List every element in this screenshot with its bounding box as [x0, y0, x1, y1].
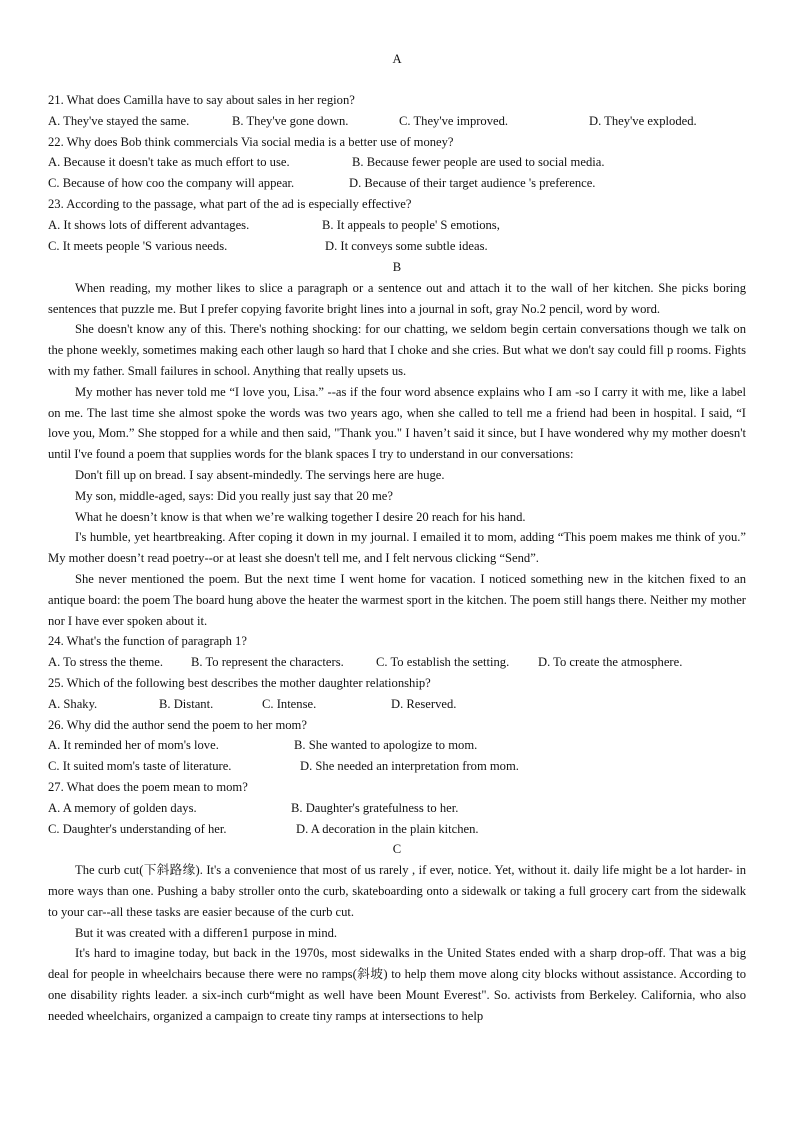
question-27-stem: 27. What does the poem mean to mom? [48, 779, 248, 794]
question-21-options [48, 111, 746, 132]
option-c: C. They've improved. [399, 113, 509, 128]
question-24-options [48, 652, 746, 673]
option-a: A. They've stayed the same. [48, 113, 190, 128]
passage-b-paragraph-5: She never mentioned the poem. But the next time I went home for vacation. I noticed something new in the kitchen fixed to an antique board: the poem The board hung above the heater the warmest sport in the kitchen. The poem still hangs there. Neither my mother nor I have ever spoken about it. [48, 571, 746, 628]
section-b-heading: B [392, 260, 402, 274]
question-22-options-row2 [48, 173, 746, 194]
option-d: D. She needed an interpretation from mom. [300, 759, 519, 774]
question-24-stem: 24. What's the function of paragraph 1? [48, 634, 247, 649]
passage-b-paragraph-3: My mother has never told me “I love you, Lisa.” --as if the four word absence explains who I am -so I carry it with me, like a label on me. The last time she almost spoke the words was two years ago, when she called to tell me a friend had been in hospital. I said, “I love you, Mom.” She stopped for a while and then said, "Thank you." I haven’t said it since, but I have wondered why my mother doesn't until I've found a poem that supplies words for the blank spaces I try to understand in our conversations: [48, 384, 746, 462]
option-b: B. She wanted to apologize to mom. [294, 738, 478, 753]
option-b: B. Because fewer people are used to social media. [352, 155, 605, 170]
option-c: C. Intense. [262, 696, 317, 711]
question-22-options-row1 [48, 152, 746, 173]
option-a: A. Shaky. [48, 696, 98, 711]
option-a: A. To stress the theme. [48, 655, 164, 670]
question-27-options-row2 [48, 819, 746, 840]
option-d: D. Reserved. [391, 696, 457, 711]
section-a-questions [48, 90, 746, 256]
passage-c-paragraph-2: But it was created with a differen1 purpose in mind. [75, 925, 338, 940]
option-a: A. Because it doesn't take as much effort to use. [48, 155, 290, 170]
option-c: C. It suited mom's taste of literature. [48, 759, 232, 774]
question-22-stem: 22. Why does Bob think commercials Via social media is a better use of money? [48, 134, 454, 149]
option-d: D. A decoration in the plain kitchen. [296, 821, 479, 836]
section-a-heading: A [392, 52, 402, 66]
option-b: B. Daughter's gratefulness to her. [291, 800, 459, 815]
passage-c-paragraph-3: It's hard to imagine today, but back in the 1970s, most sidewalks in the United States ended with a sharp drop-off. That was a big deal for people in wheelchairs because there were no ramps(斜坡) to help them move along city blocks without assistance. According to one disability rights leader. a six-inch curb“might as well have been Mount Everest". So. activists from Berkeley. California, who also needed wheelchairs, organized a campaign to create tiny ramps at intersections to help [48, 946, 746, 1023]
question-25-stem: 25. Which of the following best describes the mother daughter relationship? [48, 675, 431, 690]
option-c: C. Because of how coo the company will appear. [48, 176, 295, 191]
section-c-heading: C [392, 842, 402, 857]
option-a: A. It reminded her of mom's love. [48, 738, 219, 753]
question-26-options-row2 [48, 756, 746, 777]
option-d: D. To create the atmosphere. [538, 655, 683, 670]
option-c: C. Daughter's understanding of her. [48, 821, 227, 836]
question-27-options-row1 [48, 798, 746, 819]
option-d: D. They've exploded. [589, 113, 697, 128]
poem-line-3: What he doesn’t know is that when we’re walking together I desire 20 reach for his hand. [75, 509, 526, 524]
poem-line-2: My son, middle-aged, says: Did you really just say that 20 me? [75, 488, 393, 503]
question-21-stem: 21. What does Camilla have to say about sales in her region? [48, 93, 355, 107]
section-b [48, 257, 746, 1026]
option-b: B. They've gone down. [232, 113, 349, 128]
option-d: D. Because of their target audience 's preference. [349, 176, 596, 191]
passage-b-paragraph-4: I's humble, yet heartbreaking. After coping it down in my journal. I emailed it to mom, adding “This poem makes me think of you.” My mother doesn’t read poetry--or at least she doesn't tell me, and I felt nervous clicking “Send”. [48, 530, 746, 566]
option-c: C. To establish the setting. [376, 655, 510, 670]
option-b: B. To represent the characters. [191, 655, 344, 670]
option-b: B. It appeals to people' S emotions, [322, 217, 500, 232]
option-b: B. Distant. [159, 696, 214, 711]
passage-b-paragraph-1: When reading, my mother likes to slice a paragraph or a sentence out and attach it to the wall of her kitchen. She picks boring sentences that puzzle me. But I prefer copying favorite bright lines into a journal in soft, gray No.2 pencil, word by word. [48, 280, 746, 316]
question-23-options-row1 [48, 215, 746, 236]
option-a: A. It shows lots of different advantages. [48, 217, 250, 232]
option-d: D. It conveys some subtle ideas. [325, 238, 488, 253]
question-26-options-row1 [48, 735, 746, 756]
option-a: A. A memory of golden days. [48, 800, 197, 815]
poem-line-1: Don't fill up on bread. I say absent-mindedly. The servings here are huge. [75, 467, 445, 482]
question-23-options-row2 [48, 236, 746, 257]
option-c: C. It meets people 'S various needs. [48, 238, 228, 253]
question-25-options [48, 694, 746, 715]
passage-c-paragraph-1: The curb cut(下斜路缘). It's a convenience that most of us rarely , if ever, notice. Yet, without it. daily life might be a lot harder- in more ways than one. Pushing a baby stroller onto the curb, skateboarding onto a sidewalk or taking a full grocery cart from the sidewalk to your car--all these tasks are easier because of the curb cut. [48, 863, 746, 919]
question-23-stem: 23. According to the passage, what part of the ad is especially effective? [48, 196, 412, 211]
passage-b-paragraph-2: She doesn't know any of this. There's nothing shocking: for our chatting, we seldom begin certain conversations though we talk on the phone weekly, sometimes making each other laugh so hard that I choke and she cries. But what we don't say could fill p rooms. Fights with my father. Small failures in school. Anything that really upsets us. [48, 322, 746, 378]
question-26-stem: 26. Why did the author send the poem to her mom? [48, 717, 307, 732]
